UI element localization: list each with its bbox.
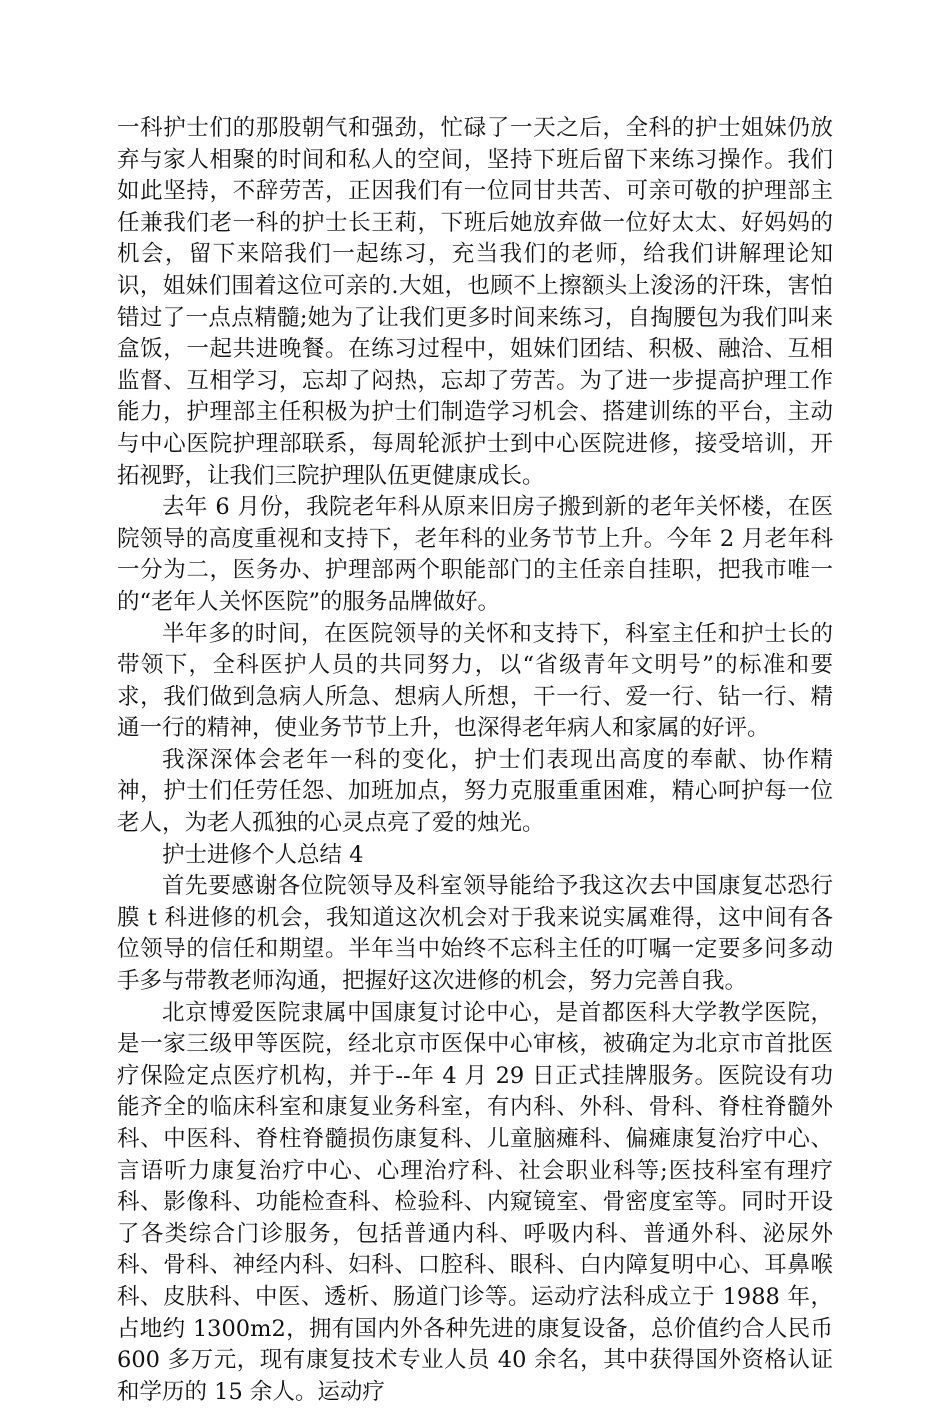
section-heading: 护士进修个人总结 4 [162, 841, 364, 868]
paragraph-3: 半年多的时间，在医院领导的关怀和支持下，科室主任和护士长的带领下，全科医护人员的共同努力，以“省级青年文明号”的标准和要求，我们做到急病人所急、想病人所想，干一行、爱一行、钻一行、精通一行的精神，使业务节节上升，也深得老年病人和家属的好评。 [117, 620, 833, 742]
paragraph-2: 去年 6 月份，我院老年科从原来旧房子搬到新的老年关怀楼，在医院领导的高度重视和支持下，老年科的业务节节上升。今年 2 月老年科一分为二，医务办、护理部两个职能部门的主任亲自挂职，把我市唯一的“老年人关怀医院”的服务品牌做好。 [117, 494, 833, 615]
document-page [117, 113, 833, 1408]
paragraph-4: 我深深体会老年一科的变化，护士们表现出高度的奉献、协作精神，护士们任劳任怨、加班加点，努力克服重重困难，精心呵护每一位老人，为老人孤独的心灵点亮了爱的烛光。 [117, 746, 833, 837]
paragraph-6: 北京博爱医院隶属中国康复讨论中心，是首都医科大学教学医院，是一家三级甲等医院，经北京市医保中心审核，被确定为北京市首批医疗保险定点医疗机构，并于--年 4 月 29 日正式挂牌服务。医院设有功能齐全的临床科室和康复业务科室，有内科、外科、骨科、脊柱脊髓外科、中医科、脊柱脊髓损伤康复科、儿童脑瘫科、偏瘫康复治疗中心、言语听力康复治疗中心、心理治疗科、社会职业科等;医技科室有理疗科、影像科、功能检查科、检验科、内窥镜室、骨密度室等。同时开设了各类综合门诊服务，包括普通内科、呼吸内科、普通外科、泌尿外科、骨科、神经内科、妇科、口腔科、眼科、白内障复明中心、耳鼻喉科、皮肤科、中医、透析、肠道门诊等。运动疗法科成立于 1988 年，占地约 1300m2，拥有国内外各种先进的康复设备，总价值约合人民币 600 多万元，现有康复技术专业人员 40 余名，其中获得国外资格认证和学历的 15 余人。运动疗 [117, 999, 833, 1405]
paragraph-1: 一科护士们的那股朝气和强劲，忙碌了一天之后，全科的护士姐妹仍放弃与家人相聚的时间和私人的空间，坚持下班后留下来练习操作。我们如此坚持，不辞劳苦，正因我们有一位同甘共苦、可亲可敬的护理部主任兼我们老一科的护士长王莉，下班后她放弃做一位好太太、好妈妈的机会，留下来陪我们一起练习，充当我们的老师，给我们讲解理论知识，姐妹们围着这位可亲的.大姐，也顾不上擦额头上浚汤的汗珠，害怕错过了一点点精髓;她为了让我们更多时间来练习，自掏腰包为我们叫来盒饭，一起共进晚餐。在练习过程中，姐妹们团结、积极、融洽、互相监督、互相学习，忘却了闷热，忘却了劳苦。为了进一步提高护理工作能力，护理部主任积极为护士们制造学习机会、搭建训练的平台，主动与中心医院护理部联系，每周轮派护士到中心医院进修，接受培训，开拓视野，让我们三院护理队伍更健康成长。 [117, 115, 833, 489]
paragraph-5: 首先要感谢各位院领导及科室领导能给予我这次去中国康复芯恐行膜 t 科进修的机会，我知道这次机会对于我来说实属难得，这中间有各位领导的信任和期望。半年当中始终不忘科主任的叮嘱一定要多问多动手多与带教老师沟通，把握好这次进修的机会，努力完善自我。 [117, 873, 833, 995]
